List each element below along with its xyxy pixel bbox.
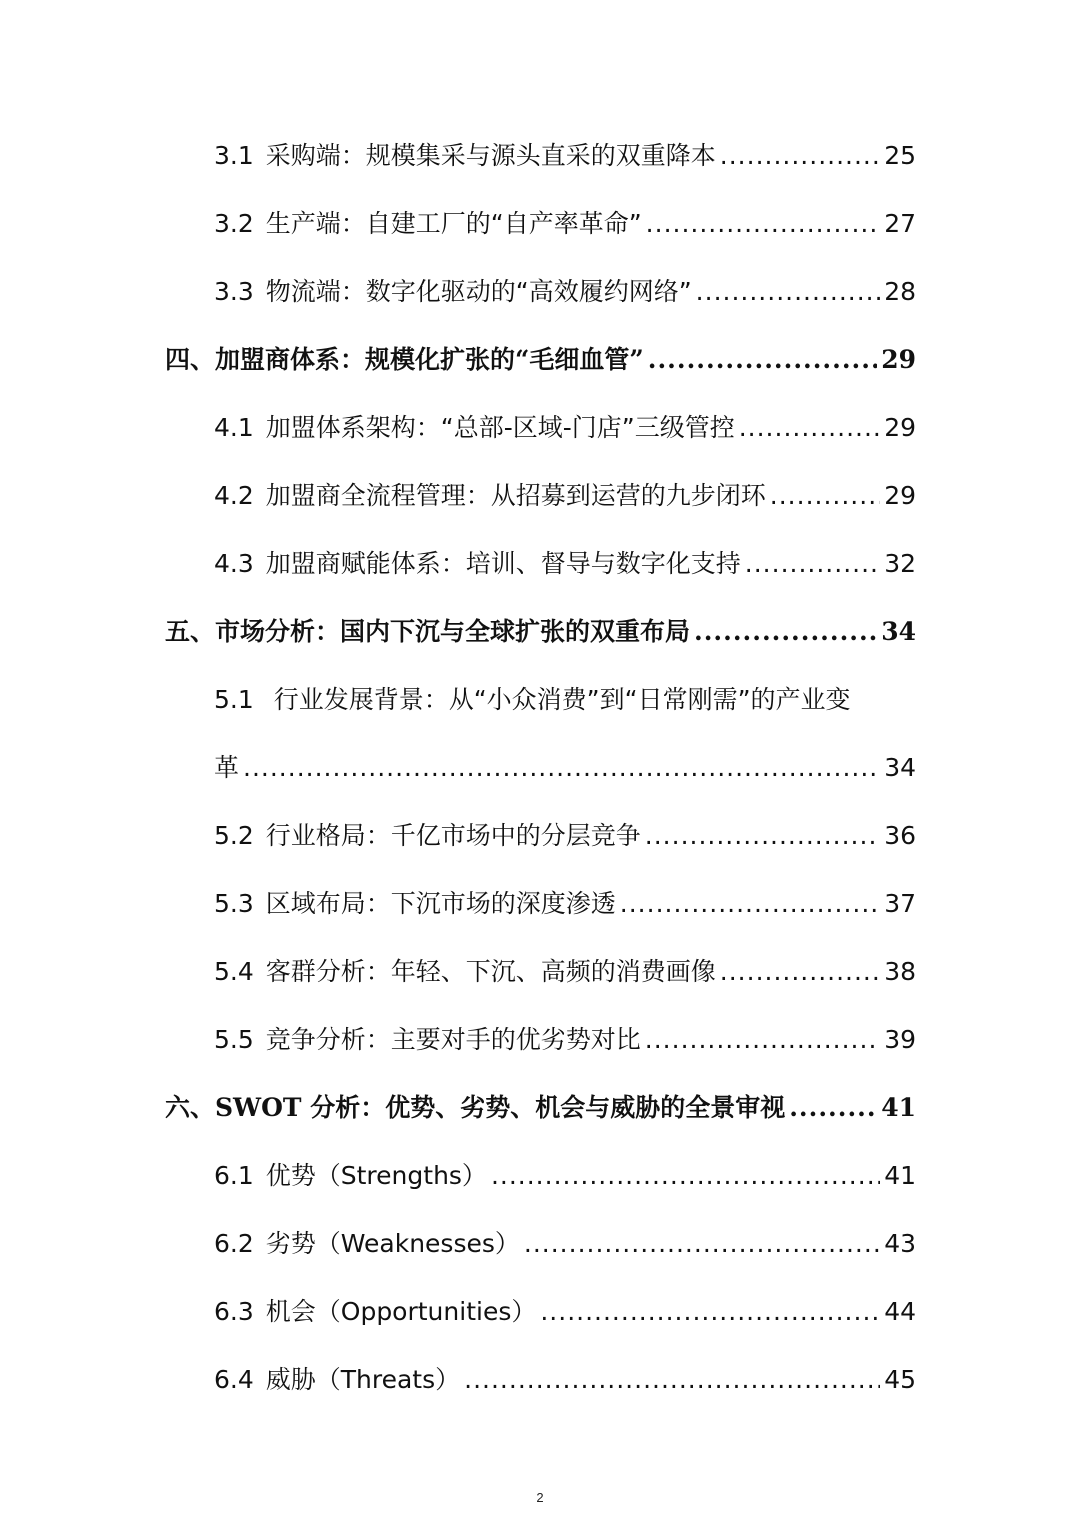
toc-entry-5-4[interactable] bbox=[214, 938, 916, 1006]
toc-entry-number: 3.1 bbox=[214, 141, 254, 170]
toc-entry-3-2[interactable] bbox=[214, 190, 916, 258]
toc-entry-title: 客群分析：年轻、下沉、高频的消费画像 bbox=[265, 957, 716, 986]
toc-entry-number: 5.4 bbox=[214, 957, 254, 986]
toc-entry-page: 34 bbox=[884, 753, 916, 782]
toc-entry-3-3[interactable] bbox=[214, 258, 916, 326]
toc-entry-5-2[interactable] bbox=[214, 802, 916, 870]
toc-entry-number: 4.3 bbox=[214, 549, 254, 578]
toc-entry-number: 3.3 bbox=[214, 277, 254, 306]
dot-leader bbox=[720, 122, 880, 190]
toc-chapter-title: 四、加盟商体系：规模化扩张的“毛细血管” bbox=[165, 345, 644, 374]
toc-entry-title: 优势（Strengths） bbox=[265, 1161, 487, 1190]
toc-entry-number: 6.2 bbox=[214, 1229, 254, 1258]
toc-entry-title: 行业格局：千亿市场中的分层竞争 bbox=[265, 821, 641, 850]
toc-entry-number: 5.5 bbox=[214, 1025, 254, 1054]
toc-entry-title: 物流端：数字化驱动的“高效履约网络” bbox=[265, 277, 692, 306]
toc-entry-page: 28 bbox=[884, 277, 916, 306]
toc-chapter-page: 41 bbox=[881, 1093, 916, 1122]
toc-entry-number: 3.2 bbox=[214, 209, 254, 238]
toc-entry-number: 5.1 bbox=[214, 685, 254, 714]
toc-entry-page: 45 bbox=[884, 1365, 916, 1394]
toc-entry-6-1[interactable] bbox=[214, 1142, 916, 1210]
dot-leader bbox=[694, 598, 877, 666]
dot-leader bbox=[464, 1346, 880, 1414]
page-footer-number: 2 bbox=[536, 1490, 544, 1505]
toc-entry-4-3[interactable] bbox=[214, 530, 916, 598]
toc-entry-title: 生产端：自建工厂的“自产率革命” bbox=[265, 209, 642, 238]
toc-entry-page: 32 bbox=[884, 549, 916, 578]
toc-chapter-6[interactable] bbox=[165, 1074, 916, 1142]
toc-entry-number: 6.4 bbox=[214, 1365, 254, 1394]
toc-entry-page: 27 bbox=[884, 209, 916, 238]
toc-entry-page: 38 bbox=[884, 957, 916, 986]
toc-entry-5-5[interactable] bbox=[214, 1006, 916, 1074]
dot-leader bbox=[720, 938, 880, 1006]
toc-entry-title: 劣势（Weaknesses） bbox=[265, 1229, 520, 1258]
toc-entry-5-3[interactable] bbox=[214, 870, 916, 938]
dot-leader bbox=[491, 1142, 880, 1210]
toc-chapter-title: 五、市场分析：国内下沉与全球扩张的双重布局 bbox=[165, 617, 691, 646]
dot-leader bbox=[696, 258, 881, 326]
toc-entry-number: 6.1 bbox=[214, 1161, 254, 1190]
toc-entry-6-2[interactable] bbox=[214, 1210, 916, 1278]
table-of-contents bbox=[0, 122, 1080, 1414]
toc-entry-title: 竞争分析：主要对手的优劣势对比 bbox=[265, 1025, 641, 1054]
dot-leader bbox=[770, 462, 880, 530]
toc-entry-page: 43 bbox=[884, 1229, 916, 1258]
dot-leader bbox=[739, 394, 880, 462]
toc-entry-title: 加盟体系架构：“总部-区域-门店”三级管控 bbox=[265, 413, 735, 442]
dot-leader bbox=[524, 1210, 880, 1278]
toc-entry-number: 4.2 bbox=[214, 481, 254, 510]
toc-entry-5-1[interactable] bbox=[214, 666, 916, 802]
toc-chapter-title: 六、SWOT 分析：优势、劣势、机会与威胁的全景审视 bbox=[165, 1093, 786, 1122]
toc-entry-title: 加盟商赋能体系：培训、督导与数字化支持 bbox=[265, 549, 741, 578]
toc-entry-number: 5.2 bbox=[214, 821, 254, 850]
toc-entry-title: 行业发展背景：从“小众消费”到“日常刚需”的产业变 bbox=[273, 685, 851, 714]
toc-entry-page: 44 bbox=[884, 1297, 916, 1326]
dot-leader bbox=[645, 1006, 880, 1074]
toc-entry-page: 36 bbox=[884, 821, 916, 850]
dot-leader bbox=[789, 1074, 877, 1142]
toc-entry-page: 25 bbox=[884, 141, 916, 170]
dot-leader bbox=[540, 1278, 880, 1346]
dot-leader bbox=[745, 530, 880, 598]
toc-entry-page: 37 bbox=[884, 889, 916, 918]
toc-entry-number: 5.3 bbox=[214, 889, 254, 918]
toc-entry-title: 威胁（Threats） bbox=[265, 1365, 461, 1394]
dot-leader bbox=[620, 870, 880, 938]
toc-entry-page: 41 bbox=[884, 1161, 916, 1190]
toc-entry-title: 机会（Opportunities） bbox=[265, 1297, 537, 1326]
toc-chapter-page: 29 bbox=[881, 345, 916, 374]
toc-entry-number: 6.3 bbox=[214, 1297, 254, 1326]
toc-entry-page: 29 bbox=[884, 413, 916, 442]
dot-leader bbox=[645, 802, 880, 870]
toc-entry-6-3[interactable] bbox=[214, 1278, 916, 1346]
toc-entry-title-continued: 革 bbox=[214, 753, 240, 782]
toc-chapter-page: 34 bbox=[881, 617, 916, 646]
toc-entry-number: 4.1 bbox=[214, 413, 254, 442]
dot-leader bbox=[646, 190, 881, 258]
toc-entry-title: 采购端：规模集采与源头直采的双重降本 bbox=[265, 141, 716, 170]
toc-chapter-4[interactable] bbox=[165, 326, 916, 394]
dot-leader bbox=[243, 734, 880, 802]
dot-leader bbox=[648, 326, 877, 394]
toc-entry-page: 39 bbox=[884, 1025, 916, 1054]
toc-entry-page: 29 bbox=[884, 481, 916, 510]
toc-entry-6-4[interactable] bbox=[214, 1346, 916, 1414]
toc-entry-4-2[interactable] bbox=[214, 462, 916, 530]
toc-entry-3-1[interactable] bbox=[214, 122, 916, 190]
toc-entry-4-1[interactable] bbox=[214, 394, 916, 462]
toc-entry-title: 区域布局：下沉市场的深度渗透 bbox=[265, 889, 616, 918]
toc-chapter-5[interactable] bbox=[165, 598, 916, 666]
toc-entry-title: 加盟商全流程管理：从招募到运营的九步闭环 bbox=[265, 481, 766, 510]
